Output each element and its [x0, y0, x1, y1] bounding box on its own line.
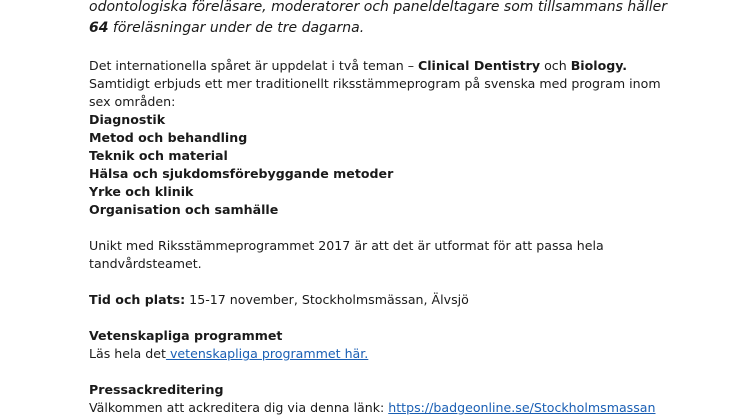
- area-item: Metod och behandling: [89, 130, 248, 145]
- area-item: Diagnostik: [89, 112, 166, 127]
- program-section: [89, 327, 729, 363]
- area-item: Teknik och material: [89, 148, 228, 163]
- time-place-label: Tid och plats:: [89, 292, 186, 307]
- unique-line-1: Unikt med Riksstämmeprogrammet 2017 är att det är utformat för att passa hela: [89, 238, 604, 253]
- press-link[interactable]: https://badgeonline.se/Stockholmsmassan: [388, 400, 656, 415]
- program-areas-list: [89, 111, 729, 219]
- intro-line-1: odontologiska föreläsare, moderatorer och paneldeltagare som tillsammans håller: [89, 0, 667, 15]
- track-and: och: [540, 58, 571, 73]
- theme-biology: Biology.: [570, 58, 628, 73]
- press-release-body: [89, 0, 729, 417]
- unique-line-2: tandvårdsteamet.: [89, 256, 202, 271]
- track-paragraph: [89, 57, 729, 111]
- time-place: [89, 291, 729, 309]
- track-text: Det internationella spåret är uppdelat i två teman –: [89, 58, 418, 73]
- press-section: [89, 381, 729, 417]
- time-place-value: 15-17 november, Stockholmsmässan, Älvsjö: [185, 292, 469, 307]
- track-line-3: sex områden:: [89, 94, 176, 109]
- press-heading: Pressackreditering: [89, 382, 224, 397]
- unique-paragraph: [89, 237, 729, 273]
- area-item: Organisation och samhälle: [89, 202, 279, 217]
- press-text: Välkommen att ackreditera dig via denna länk:: [89, 400, 389, 415]
- area-item: Yrke och klinik: [89, 184, 194, 199]
- lecture-count: 64: [89, 20, 109, 36]
- area-item: Hälsa och sjukdomsförebyggande metoder: [89, 166, 394, 181]
- program-heading: Vetenskapliga programmet: [89, 328, 283, 343]
- program-link[interactable]: vetenskapliga programmet här.: [165, 346, 369, 361]
- intro-paragraph: [89, 0, 729, 39]
- program-text: Läs hela det: [89, 346, 166, 361]
- track-line-2: Samtidigt erbjuds ett mer traditionellt riksstämmeprogram på svenska med program inom: [89, 76, 661, 91]
- intro-line-2: föreläsningar under de tre dagarna.: [108, 20, 365, 36]
- theme-clinical-dentistry: Clinical Dentistry: [418, 58, 541, 73]
